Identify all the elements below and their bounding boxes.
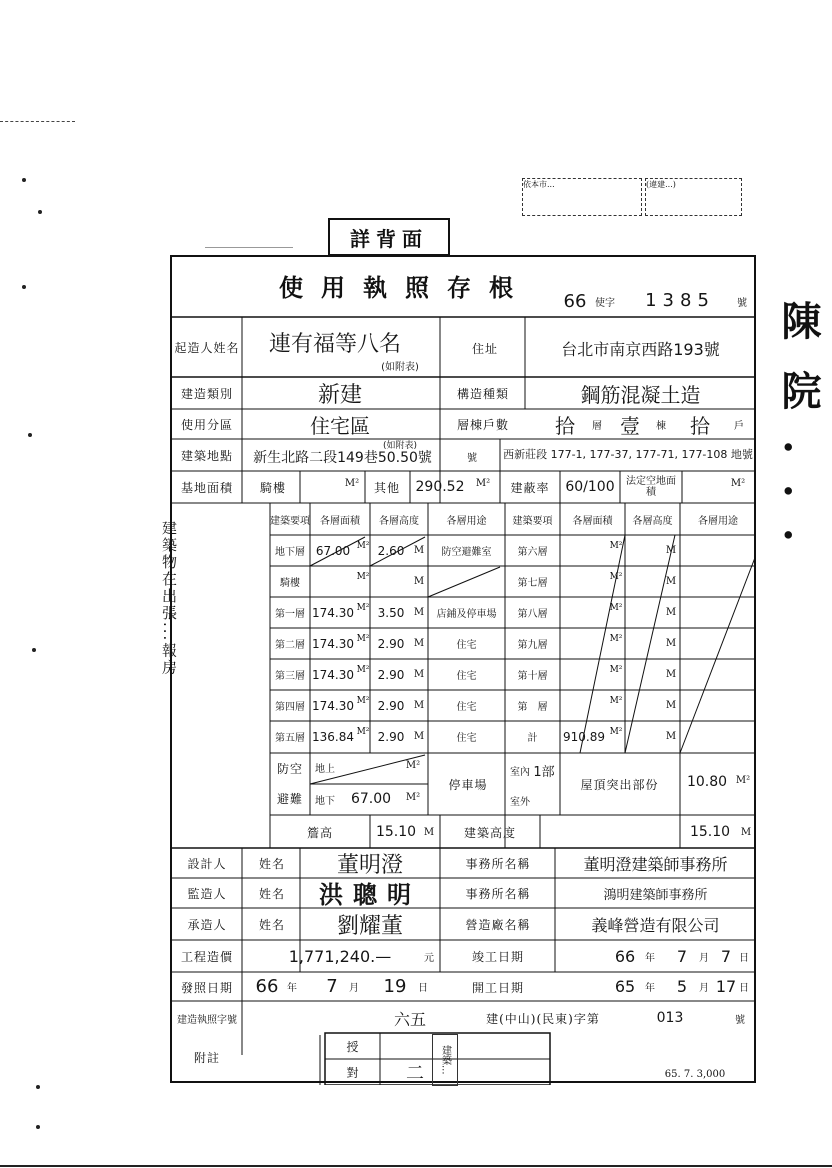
- floor-height-unit: M: [413, 731, 425, 742]
- floor-header: 各層用途: [698, 515, 738, 527]
- floor-header: 各層面積: [320, 515, 360, 527]
- site-note: (如附表): [382, 440, 418, 451]
- start-date-label: 開工日期: [471, 980, 524, 995]
- parking-out-label: 室外: [510, 796, 530, 808]
- floor-area: 174.30: [312, 667, 354, 682]
- margin-dot: [32, 648, 36, 652]
- floor-use: [428, 566, 505, 597]
- remark-label: 附註: [193, 1050, 220, 1065]
- roof-value: 10.80: [686, 774, 728, 790]
- floor-area: 174.30: [312, 698, 354, 713]
- floor-height-unit: M: [665, 607, 677, 618]
- floor-area: [560, 535, 608, 566]
- scan-line-bottom: [0, 1165, 832, 1167]
- margin-dot: [36, 1125, 40, 1129]
- completion-year-unit: 年: [645, 952, 655, 964]
- floor-use: 住宅: [456, 702, 477, 713]
- site-address: 新生北路二段149巷50.50號: [253, 450, 432, 466]
- floor-area-unit: M²: [356, 572, 370, 582]
- shelter-label-1: 防空: [276, 761, 303, 776]
- completion-month-unit: 月: [699, 952, 709, 964]
- designer-role: 設計人: [187, 856, 227, 871]
- remark-box-1: 授: [346, 1040, 360, 1054]
- floor-height-unit: M: [665, 638, 677, 649]
- permit-ref-label: 建造執照字號: [177, 1014, 237, 1026]
- approval-stamp-1: 依本市...: [522, 178, 642, 216]
- issue-day: 19: [383, 975, 407, 997]
- floor-height-unit: M: [413, 700, 425, 711]
- margin-dot: [36, 1085, 40, 1089]
- contractor-name-label: 姓名: [258, 917, 285, 932]
- floor-height: [370, 566, 412, 597]
- start-month: 5: [676, 976, 688, 996]
- other-unit: M²: [475, 477, 491, 489]
- floor-use: 住宅: [456, 640, 477, 651]
- other-label: 其他: [373, 480, 400, 495]
- floor-height-unit: M: [413, 638, 425, 649]
- scan-line: [0, 121, 75, 122]
- floor-height-unit: M: [665, 576, 677, 587]
- lot-label: 號: [467, 452, 477, 464]
- permit-year: 66: [563, 290, 587, 312]
- parking-in-label: 室內: [510, 766, 530, 778]
- designer-name: 董明澄: [336, 852, 403, 878]
- floor-name: 第九層: [517, 640, 548, 651]
- floor-area-unit: M²: [356, 727, 370, 737]
- shelter-below: 地下: [315, 795, 335, 807]
- approval-stamp-2: (違建...): [645, 178, 742, 216]
- floor-area-unit: M²: [609, 603, 623, 613]
- floor-area-unit: M²: [356, 665, 370, 675]
- issue-date-label: 發照日期: [180, 980, 233, 995]
- floor-height-unit: M: [413, 607, 425, 618]
- area-label: 基地面積: [180, 480, 233, 495]
- cost-unit: 元: [424, 952, 434, 964]
- start-day: 17: [715, 976, 737, 996]
- floor-height: 2.90: [377, 729, 405, 744]
- floor-area: [310, 566, 356, 597]
- shelter-below-value: 67.00: [350, 791, 392, 807]
- floor-header: 各層面積: [572, 515, 613, 527]
- floor-use: 防空避難室: [441, 547, 492, 558]
- floor-name: 第二層: [275, 640, 305, 651]
- cost-value: 1,771,240.—: [288, 946, 392, 966]
- floor-area-unit: M²: [609, 572, 623, 582]
- floor-height-unit: M: [413, 576, 425, 587]
- detail-back-stamp: 詳背面: [328, 218, 450, 256]
- designer-name-label: 姓名: [258, 856, 285, 871]
- floor-use: 店鋪及停車場: [436, 609, 497, 620]
- floor-area: 174.30: [312, 605, 354, 620]
- floor-name: 第八層: [517, 609, 548, 620]
- permit-number: 1385: [645, 289, 715, 311]
- eave-height-value: 15.10: [375, 824, 417, 840]
- address-value: 台北市南京西路193號: [561, 339, 720, 359]
- build-type-value: 新建: [317, 382, 362, 408]
- issue-year-unit: 年: [287, 982, 297, 994]
- margin-dot: [22, 285, 26, 289]
- building-height-label: 建築高度: [463, 825, 516, 840]
- floor-area: 174.30: [312, 636, 354, 651]
- floor-header: 各層高度: [632, 515, 673, 527]
- floor-area-unit: M²: [356, 541, 370, 551]
- floor-use: 住宅: [456, 671, 477, 682]
- structure-value: 鋼筋混凝土造: [580, 382, 701, 407]
- applicant-name: 連有福等八名: [268, 331, 401, 357]
- shelter-below-unit: M²: [405, 791, 421, 803]
- arcade-unit: M²: [344, 477, 360, 489]
- floor-height: 2.90: [377, 636, 405, 651]
- contractor-role: 承造人: [187, 917, 227, 932]
- completion-month: 7: [676, 946, 688, 966]
- floors-suffix-2: 棟: [656, 420, 666, 432]
- floor-area: 67.00: [315, 543, 351, 558]
- floor-area: [560, 690, 608, 721]
- permit-ref-suffix: 號: [735, 1014, 745, 1026]
- margin-dot: [28, 433, 32, 437]
- form-title: 使用執照存根: [279, 272, 531, 302]
- legal-space-unit: M²: [730, 477, 746, 489]
- issue-month-unit: 月: [349, 982, 359, 994]
- floor-height: 3.50: [377, 605, 405, 620]
- completion-label: 竣工日期: [471, 949, 524, 964]
- other-value: 290.52: [415, 479, 465, 495]
- floor-name: 第四層: [275, 702, 305, 713]
- roof-unit: M²: [735, 774, 751, 786]
- floor-height-unit: M: [413, 545, 425, 556]
- address-label: 住址: [471, 341, 498, 356]
- floor-height-unit: M: [665, 700, 677, 711]
- permit-ref-year: 六五: [393, 1009, 426, 1029]
- permit-ref-text: 建(中山)(民東)字第: [486, 1011, 600, 1026]
- left-margin-note: 建築物在出張...報房: [160, 520, 178, 677]
- cost-label: 工程造價: [180, 949, 233, 964]
- contractor-name: 劉耀董: [336, 913, 403, 939]
- zone-label: 使用分區: [180, 417, 233, 432]
- start-month-unit: 月: [699, 982, 709, 994]
- structure-label: 構造種類: [456, 386, 509, 401]
- floor-header: 建築要項: [512, 515, 553, 527]
- units-value: 拾: [690, 413, 710, 438]
- floor-area-unit: M²: [609, 727, 623, 737]
- designer-office-label: 事務所名稱: [465, 856, 531, 871]
- floor-name: 第五層: [275, 733, 305, 744]
- floor-height: 2.90: [377, 667, 405, 682]
- floors-value: 拾: [555, 413, 575, 438]
- shelter-label-2: 避難: [276, 791, 303, 806]
- floor-area-unit: M²: [356, 603, 370, 613]
- contractor-office: 義峰營造有限公司: [591, 915, 720, 935]
- permit-label: 使字: [595, 297, 615, 309]
- floors-suffix-1: 層: [592, 420, 602, 432]
- floor-header: 各層用途: [446, 515, 487, 527]
- issue-day-unit: 日: [418, 982, 428, 994]
- floor-height-unit: M: [413, 669, 425, 680]
- floor-header: 各層高度: [379, 515, 419, 527]
- permit-form: [170, 255, 756, 1085]
- eave-height-unit: M: [423, 826, 435, 838]
- build-type-label: 建造類別: [180, 386, 233, 401]
- floor-name: 第三層: [275, 671, 305, 682]
- building-height-unit: M: [740, 826, 752, 838]
- completion-day: 7: [720, 946, 732, 966]
- shelter-above: 地上: [315, 763, 335, 775]
- floor-area-unit: M²: [609, 696, 623, 706]
- completion-day-unit: 日: [739, 952, 749, 964]
- ratio-label: 建蔽率: [510, 480, 550, 495]
- supervisor-role: 監造人: [187, 886, 227, 901]
- floors-suffix-3: 戶: [734, 420, 744, 432]
- floor-height-unit: M: [665, 731, 677, 742]
- roof-label: 屋頂突出部份: [580, 777, 659, 792]
- floor-height: 2.90: [377, 698, 405, 713]
- issue-month: 7: [326, 975, 338, 997]
- permit-suffix: 號: [737, 297, 747, 309]
- supervisor-name: 洪聰明: [319, 880, 421, 909]
- form-print-info: 65. 7. 3,000: [664, 1068, 726, 1080]
- applicant-note: (如附表): [381, 361, 419, 373]
- floor-name: 第十層: [517, 671, 548, 682]
- floor-area: 136.84: [312, 729, 354, 744]
- building-height-value: 15.10: [689, 824, 731, 840]
- margin-dot: [38, 210, 42, 214]
- floor-height-unit: M: [665, 545, 677, 556]
- start-year-unit: 年: [645, 982, 655, 994]
- legal-space-label: 法定空地面積: [626, 476, 676, 498]
- remark-side-stamp: 建築...: [432, 1034, 458, 1086]
- floor-height: 2.60: [377, 543, 405, 558]
- floor-area-unit: M²: [609, 541, 623, 551]
- zone-value: 住宅區: [310, 413, 370, 438]
- floor-name: 第七層: [517, 578, 548, 589]
- shelter-above-unit: M²: [405, 759, 421, 771]
- supervisor-name-label: 姓名: [258, 886, 285, 901]
- contractor-office-label: 營造廠名稱: [465, 917, 531, 932]
- supervisor-office: 鴻明建築師事務所: [603, 887, 708, 903]
- applicant-label: 起造人姓名: [174, 340, 240, 355]
- floor-name: 騎樓: [280, 578, 300, 589]
- arcade-label: 騎樓: [259, 480, 286, 495]
- site-label: 建築地點: [180, 448, 233, 463]
- floors-label: 層棟戶數: [456, 417, 509, 432]
- permit-ref-number: 013: [656, 1010, 684, 1026]
- completion-year: 66: [614, 946, 636, 966]
- floor-name: 地下層: [275, 547, 305, 558]
- margin-dot: [22, 178, 26, 182]
- ratio-value: 60/100: [565, 479, 615, 495]
- remark-box-2: 對: [346, 1065, 360, 1080]
- floor-name: 第 層: [517, 702, 548, 713]
- supervisor-office-label: 事務所名稱: [465, 886, 531, 901]
- floor-area-unit: M²: [609, 665, 623, 675]
- floor-name: 計: [527, 733, 538, 744]
- start-day-unit: 日: [739, 982, 749, 994]
- floor-name: 第一層: [275, 609, 305, 620]
- floor-height-unit: M: [665, 669, 677, 680]
- lot-value: 西新莊段 177-1, 177-37, 177-71, 177-108 地號: [503, 448, 753, 461]
- parking-label: 停車場: [448, 777, 488, 792]
- floor-header: 建築要項: [270, 515, 310, 527]
- floor-area: 910.89: [563, 729, 605, 744]
- buildings-value: 壹: [620, 413, 640, 438]
- small-ink-mark: [205, 225, 293, 248]
- floor-area-unit: M²: [356, 696, 370, 706]
- floor-area: [560, 628, 608, 659]
- start-year: 65: [614, 976, 636, 996]
- floor-area: [560, 566, 608, 597]
- remark-mark: 二: [406, 1063, 424, 1084]
- floor-area-unit: M²: [609, 634, 623, 644]
- floor-name: 第六層: [517, 547, 548, 558]
- floor-area-unit: M²: [356, 634, 370, 644]
- floor-use: 住宅: [456, 733, 477, 744]
- parking-in-value: 1部: [533, 764, 555, 780]
- floor-area: [560, 597, 608, 628]
- floor-area: [560, 659, 608, 690]
- right-vertical-stamp: 陳院...: [775, 300, 822, 572]
- designer-office: 董明澄建築師事務所: [583, 854, 728, 874]
- issue-year: 66: [255, 975, 279, 997]
- eave-height-label: 簷高: [306, 825, 333, 840]
